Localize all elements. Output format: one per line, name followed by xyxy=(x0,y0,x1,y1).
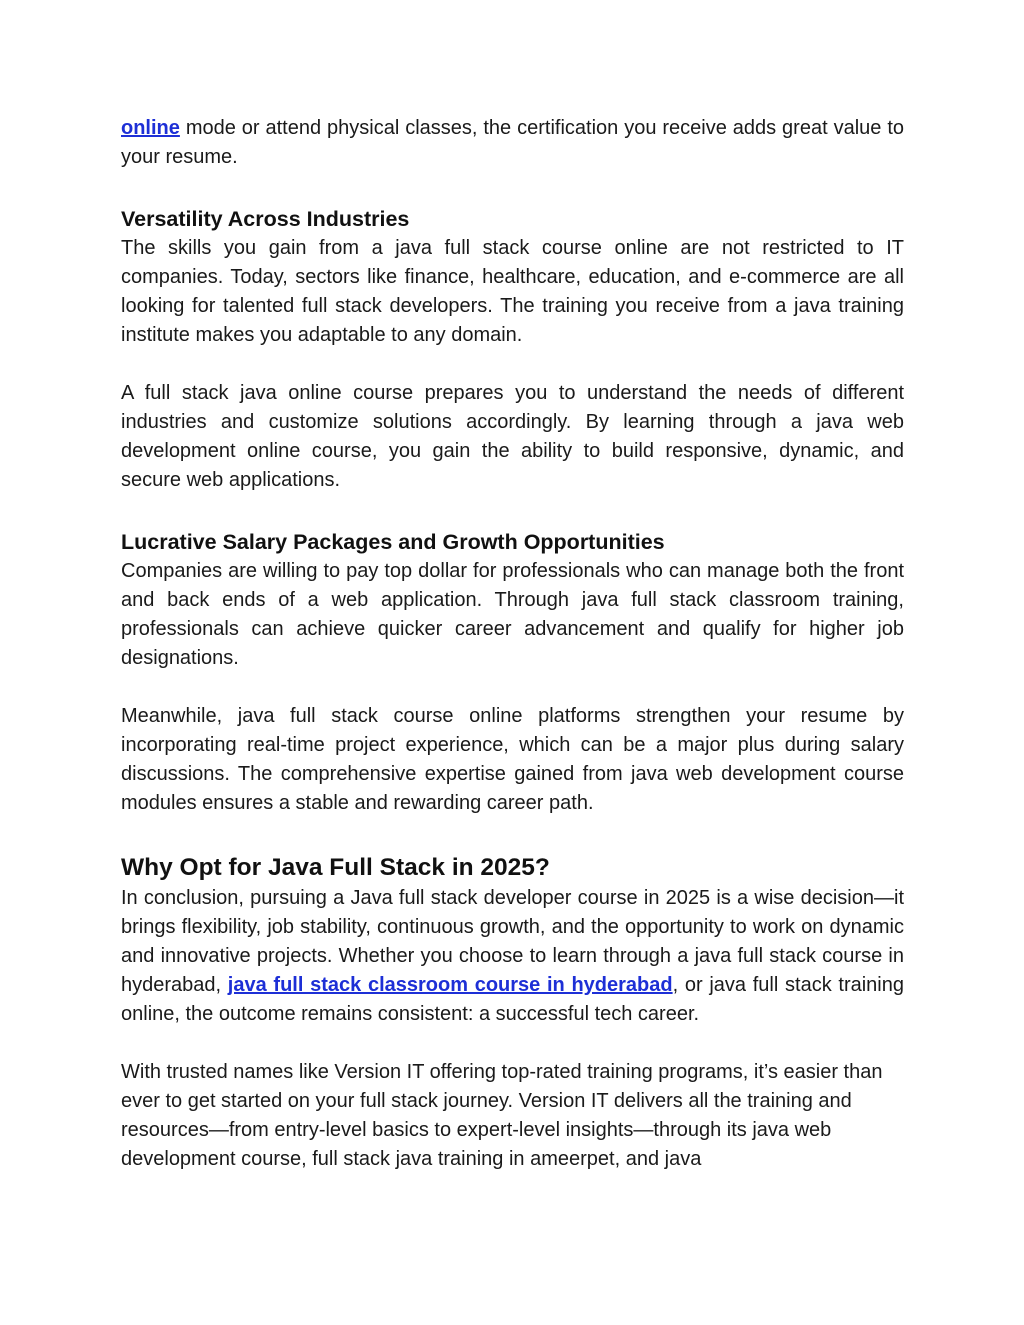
intro-text: mode or attend physical classes, the certification you receive adds great value to your resume. xyxy=(121,117,904,168)
versatility-paragraph-1: The skills you gain from a java full stack course online are not restricted to IT companies. Today, sectors like finance, healthcare, education, and e-commerce are all looking for talented full stack developers. The training you receive from a java training institute makes you adaptable to any domain. xyxy=(121,237,904,346)
why-text-before-link: In conclusion, pursuing a Java full stack developer course in 2025 is a wise decision—it brings flexibility, job stability, continuous growth, and the opportunity to work on dynamic and innovative projects. Whether you choose to learn through a java full stack course in hyderabad, xyxy=(121,887,904,996)
intro-paragraph xyxy=(121,114,904,172)
why-text-after-link: , or java full stack training online, the outcome remains consistent: a successful tech career. xyxy=(121,974,904,1025)
online-link[interactable]: online xyxy=(121,117,180,139)
classroom-course-link[interactable]: java full stack classroom course in hyderabad xyxy=(227,974,673,996)
heading-why-java: Why Opt for Java Full Stack in 2025? xyxy=(121,854,550,881)
heading-versatility: Versatility Across Industries xyxy=(121,207,410,231)
salary-paragraph-2: Meanwhile, java full stack course online platforms strengthen your resume by incorporating real-time project experience, which can be a major plus during salary discussions. The comprehensive expertise gained from java web development course modules ensures a stable and rewarding career path. xyxy=(121,705,904,814)
heading-salary: Lucrative Salary Packages and Growth Opportunities xyxy=(121,530,665,554)
salary-paragraph-1: Companies are willing to pay top dollar for professionals who can manage both the front and back ends of a web application. Through java full stack classroom training, professionals can achieve quicker career advancement and qualify for higher job designations. xyxy=(121,560,904,669)
why-paragraph-1 xyxy=(121,884,904,1029)
versatility-paragraph-2: A full stack java online course prepares you to understand the needs of different industries and customize solutions accordingly. By learning through a java web development online course, you gain the ability to build responsive, dynamic, and secure web applications. xyxy=(121,382,904,491)
document-body xyxy=(121,114,904,1174)
why-paragraph-2: With trusted names like Version IT offering top-rated training programs, it’s easier than ever to get started on your full stack journey. Version IT delivers all the training and resources—from entry-level basics to expert-level insights—through its java web development course, full stack java training in ameerpet, and java xyxy=(121,1061,883,1170)
